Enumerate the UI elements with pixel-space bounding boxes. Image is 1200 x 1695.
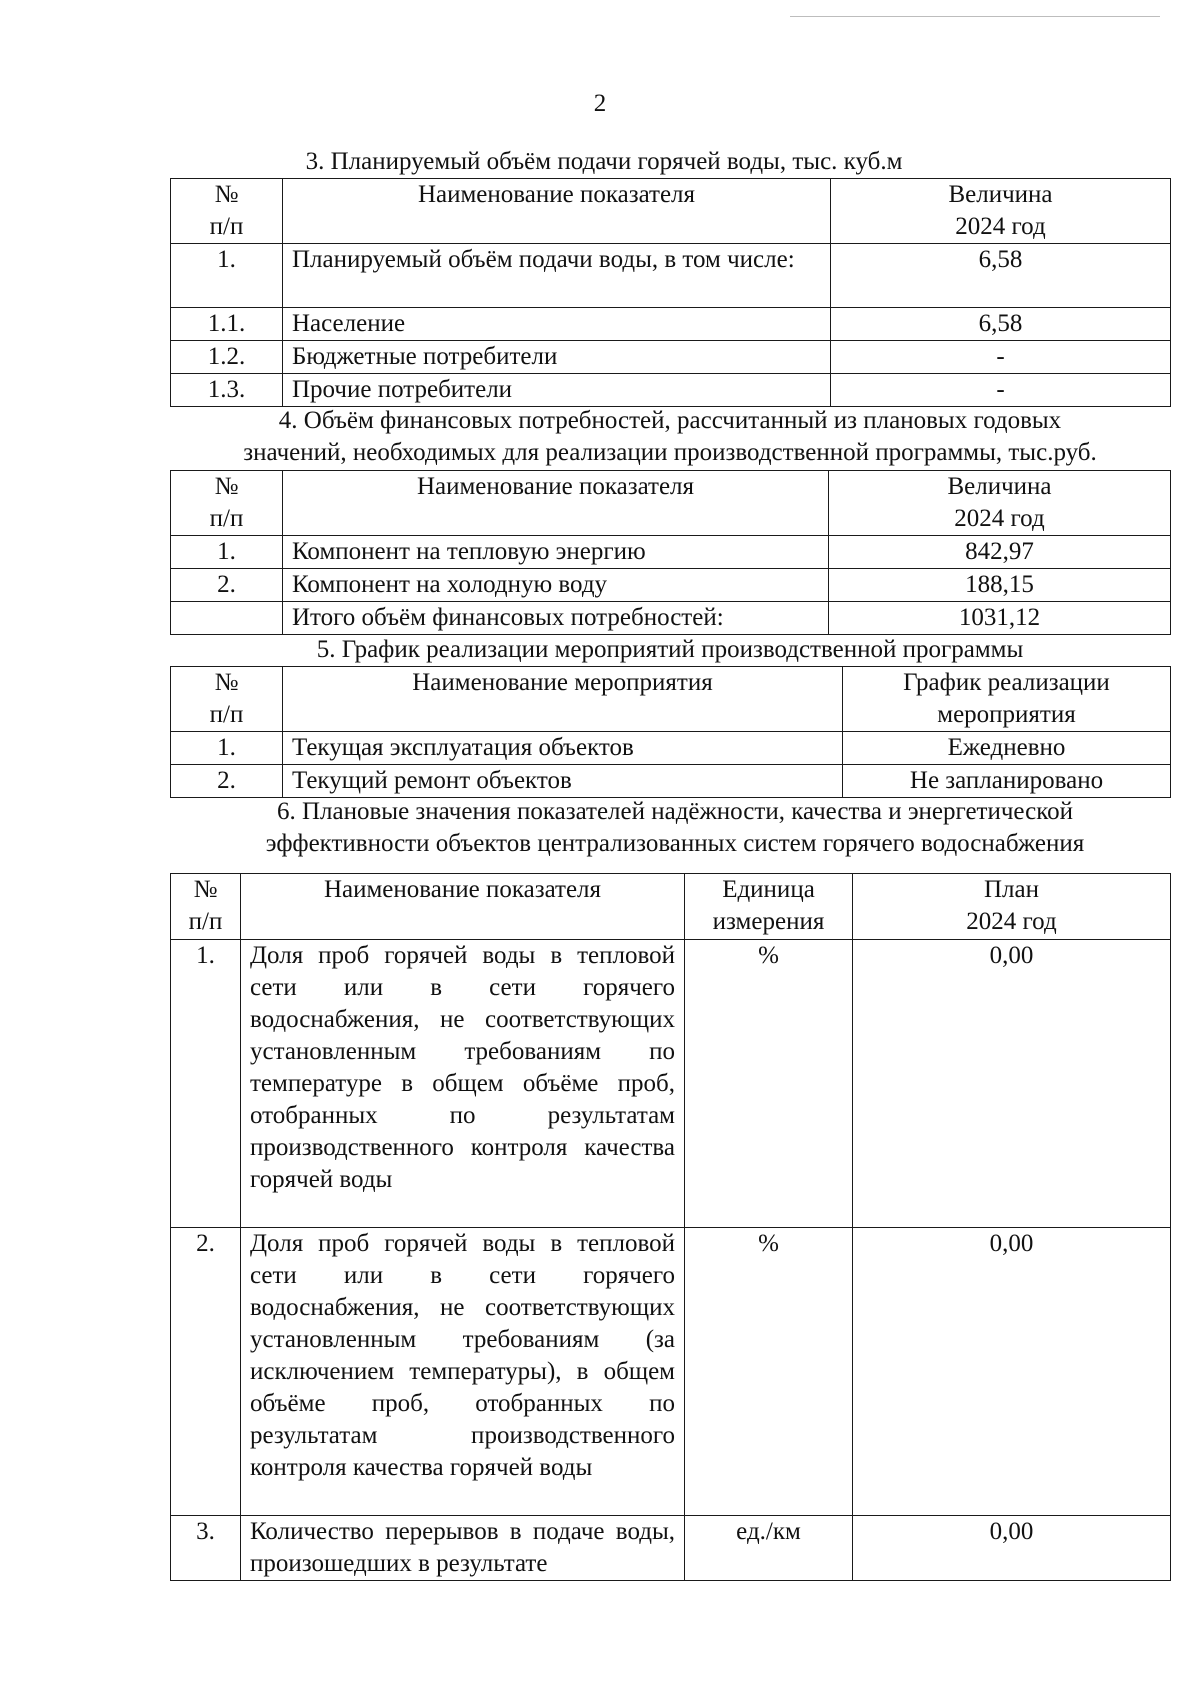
table-header-row (171, 874, 1171, 940)
table-row (171, 765, 1171, 798)
row-no: 3. (171, 1516, 241, 1581)
table-row (171, 732, 1171, 765)
row-no: 1. (171, 732, 283, 765)
row-no: 1.3. (171, 374, 283, 407)
table-header-row (171, 471, 1171, 536)
row-plan: 0,00 (853, 940, 1171, 1228)
header-no: № п/п (171, 874, 241, 940)
row-name: Текущий ремонт объектов (283, 765, 843, 798)
row-no: 1. (171, 536, 283, 569)
row-schedule: Не запланировано (843, 765, 1171, 798)
table-row (171, 536, 1171, 569)
header-no: № п/п (171, 471, 283, 536)
row-name: Итого объём финансовых потребностей: (283, 602, 829, 635)
header-schedule: График реализации мероприятия (843, 667, 1171, 732)
table-row (171, 244, 1171, 308)
row-value: 1031,12 (829, 602, 1171, 635)
section5-title: 5. График реализации мероприятий производственной программы (316, 636, 1024, 663)
row-value: - (831, 374, 1171, 407)
top-rule (790, 16, 1160, 17)
row-name: Бюджетные потребители (283, 341, 831, 374)
row-name: Компонент на холодную воду (283, 569, 829, 602)
table-row (171, 374, 1171, 407)
row-name: Компонент на тепловую энергию (283, 536, 829, 569)
table-row (171, 1516, 1171, 1581)
table-row (171, 602, 1171, 635)
section4-title: 4. Объём финансовых потребностей, рассчитанный из плановых годовых значений, необходимых для реализации производственной программы, тыс.руб. (243, 407, 1097, 466)
row-name: Доля проб горячей воды в тепловой сети или в сети горячего водоснабжения, не соответствующих установленным требованиям по температуре в общем объёме проб, отобранных по результатам производственного контроля качества горячей воды (241, 940, 685, 1228)
row-name: Планируемый объём подачи воды, в том числе: (283, 244, 831, 308)
row-no: 1. (171, 244, 283, 308)
row-value: 6,58 (831, 244, 1171, 308)
header-unit: Единица измерения (685, 874, 853, 940)
section4-table (170, 470, 1171, 635)
header-name: Наименование показателя (241, 874, 685, 940)
row-value: - (831, 341, 1171, 374)
row-name: Количество перерывов в подаче воды, произошедших в результате (241, 1516, 685, 1581)
header-value: Величина 2024 год (829, 471, 1171, 536)
table-row (171, 341, 1171, 374)
header-name: Наименование мероприятия (283, 667, 843, 732)
section3-table (170, 178, 1171, 407)
table-row (171, 940, 1171, 1228)
row-name: Доля проб горячей воды в тепловой сети или в сети горячего водоснабжения, не соответствующих установленным требованиям (за исключением температуры), в общем объёме проб, отобранных по результатам производственного контроля качества горячей воды (241, 1228, 685, 1516)
row-unit: ед./км (685, 1516, 853, 1581)
table-header-row (171, 179, 1171, 244)
table-header-row (171, 667, 1171, 732)
header-no: № п/п (171, 179, 283, 244)
section3-title: 3. Планируемый объём подачи горячей воды, тыс. куб.м (305, 148, 903, 175)
row-no: 1. (171, 940, 241, 1228)
row-plan: 0,00 (853, 1228, 1171, 1516)
page-number: 2 (593, 90, 607, 117)
section6-title: 6. Плановые значения показателей надёжности, качества и энергетической эффективности объектов централизованных систем горячего водоснабжения (265, 798, 1085, 857)
header-name: Наименование показателя (283, 179, 831, 244)
row-no: 2. (171, 1228, 241, 1516)
row-value: 842,97 (829, 536, 1171, 569)
row-value: 188,15 (829, 569, 1171, 602)
row-schedule: Ежедневно (843, 732, 1171, 765)
row-value: 6,58 (831, 308, 1171, 341)
header-plan: План 2024 год (853, 874, 1171, 940)
row-unit: % (685, 1228, 853, 1516)
table-row (171, 569, 1171, 602)
header-value: Величина 2024 год (831, 179, 1171, 244)
row-no: 1.2. (171, 341, 283, 374)
row-unit: % (685, 940, 853, 1228)
table-row (171, 1228, 1171, 1516)
header-name: Наименование показателя (283, 471, 829, 536)
row-no: 1.1. (171, 308, 283, 341)
section5-table (170, 666, 1171, 798)
row-plan: 0,00 (853, 1516, 1171, 1581)
table-row (171, 308, 1171, 341)
row-no: 2. (171, 569, 283, 602)
header-no: № п/п (171, 667, 283, 732)
section6-table (170, 873, 1171, 1581)
row-no: 2. (171, 765, 283, 798)
row-name: Прочие потребители (283, 374, 831, 407)
row-name: Население (283, 308, 831, 341)
row-name: Текущая эксплуатация объектов (283, 732, 843, 765)
row-no (171, 602, 283, 635)
